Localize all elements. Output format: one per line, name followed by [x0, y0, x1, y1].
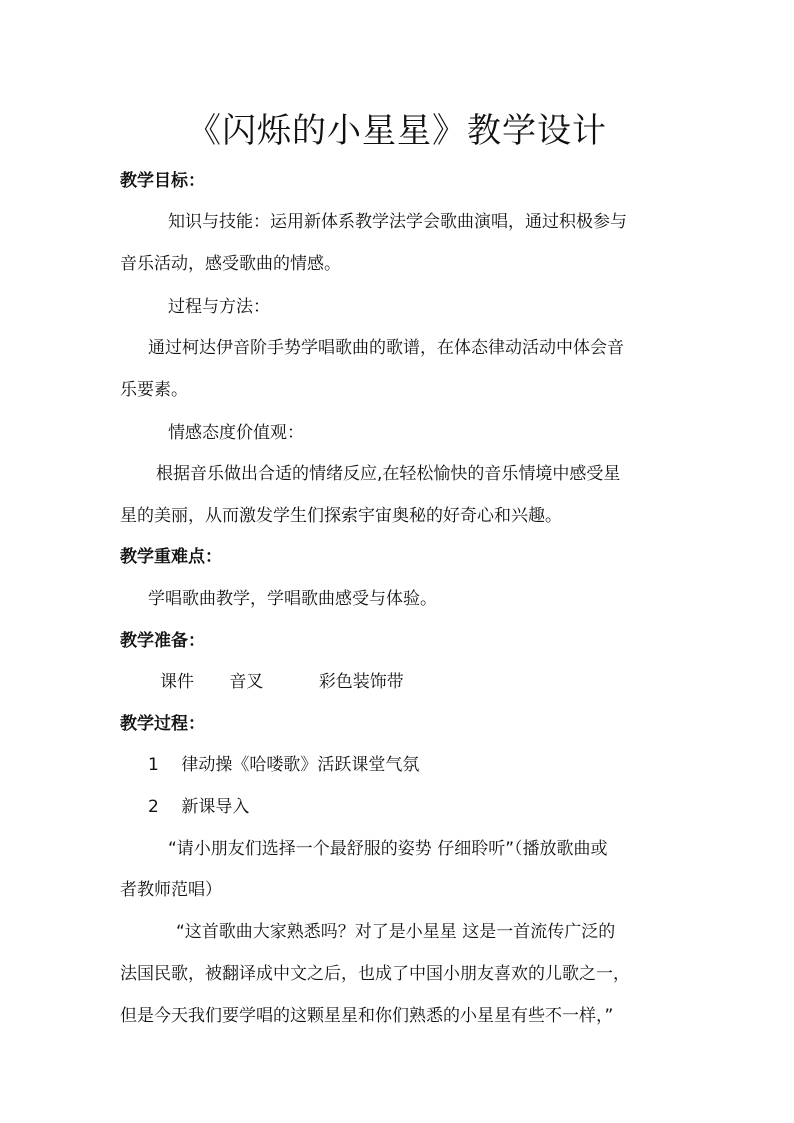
step-number: 2: [148, 797, 159, 817]
process-method-line-2: 乐要素。: [120, 380, 188, 400]
key-points-text: 学唱歌曲教学，学唱歌曲感受与体验。: [148, 589, 437, 609]
process-heading: 教学过程：: [120, 714, 205, 734]
paragraph-1-line-1: “请小朋友们选择一个最舒服的姿势 仔细聆听”（播放歌曲或: [168, 839, 608, 859]
knowledge-skills-line-2: 音乐活动，感受歌曲的情感。: [120, 254, 341, 274]
key-points-heading: 教学重难点：: [120, 547, 222, 567]
paragraph-2-line-3: 但是今天我们要学唱的这颗星星和你们熟悉的小星星有些不一样，”: [120, 1006, 614, 1026]
preparation-heading: 教学准备：: [120, 631, 205, 651]
preparation-item: 音叉: [229, 672, 264, 692]
process-method-heading: 过程与方法：: [168, 297, 270, 317]
process-method-line-1: 通过柯达伊音阶手势学唱歌曲的歌谱，在体态律动活动中体会音: [148, 338, 624, 358]
process-step: [148, 796, 249, 818]
preparation-items: [160, 671, 404, 693]
process-step: [148, 754, 419, 776]
objectives-heading: 教学目标：: [120, 171, 205, 191]
step-number: 1: [148, 755, 159, 775]
step-text: 新课导入: [181, 797, 250, 817]
preparation-item: 彩色装饰带: [318, 672, 404, 692]
page-title: 《闪烁的小星星》教学设计: [187, 111, 607, 151]
emotion-values-line-1: 根据音乐做出合适的情绪反应,在轻松愉快的音乐情境中感受星: [156, 464, 621, 484]
step-text: 律动操《哈喽歌》活跃课堂气氛: [181, 755, 420, 775]
paragraph-2-line-1: “这首歌曲大家熟悉吗？对了是小星星 这是一首流传广泛的: [176, 922, 616, 942]
paragraph-1-line-2: 者教师范唱）: [120, 880, 222, 900]
preparation-item: 课件: [160, 672, 194, 692]
emotion-values-heading: 情感态度价值观：: [168, 423, 304, 443]
emotion-values-line-2: 星的美丽，从而激发学生们探索宇宙奥秘的好奇心和兴趣。: [120, 506, 562, 526]
knowledge-skills-line-1: 知识与技能：运用新体系教学法学会歌曲演唱，通过积极参与: [168, 212, 627, 232]
paragraph-2-line-2: 法国民歌，被翻译成中文之后，也成了中国小朋友喜欢的儿歌之一，: [120, 964, 630, 984]
